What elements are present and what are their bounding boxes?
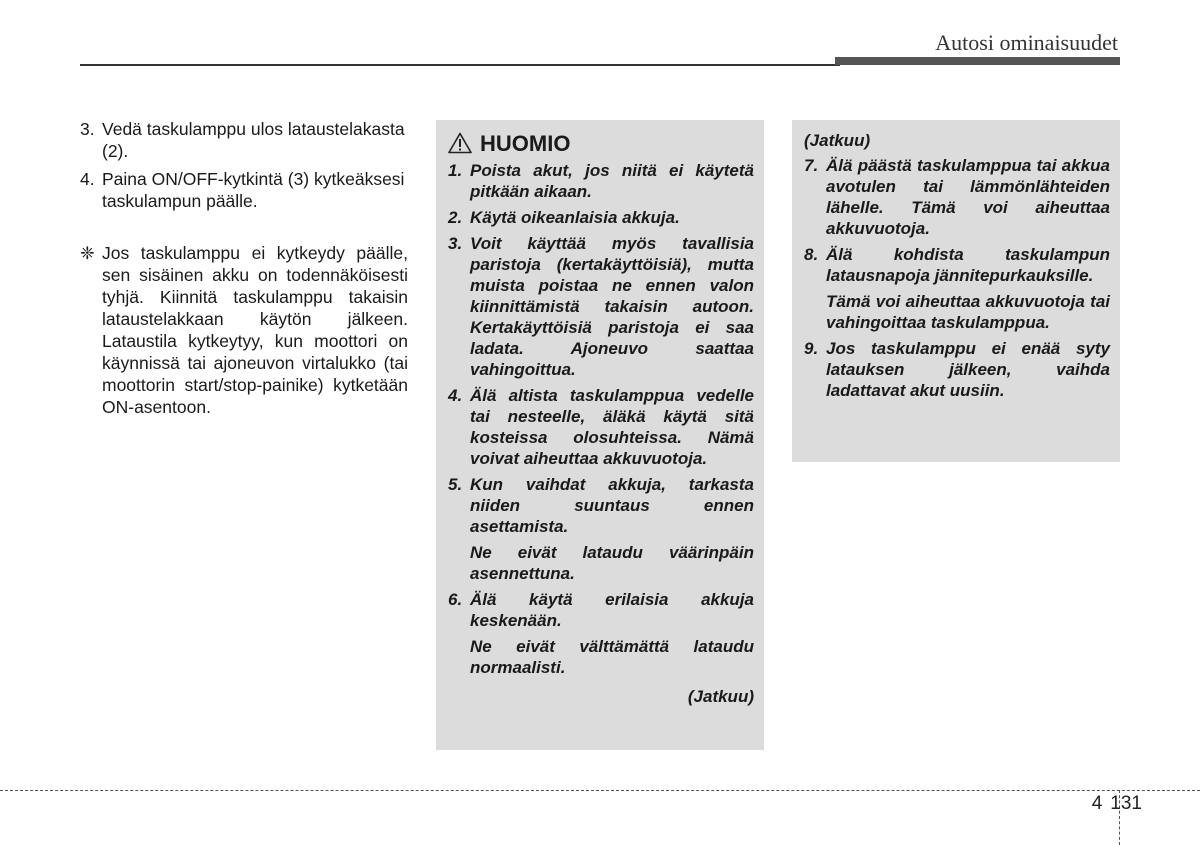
item-number: 4. <box>448 386 463 405</box>
caution-item-1 <box>448 160 754 202</box>
caution-item-5 <box>448 474 754 537</box>
item-text: Poista akut, jos niitä ei käytetä pitkään aikaan. <box>470 161 754 201</box>
step-text: Paina ON/OFF-kytkintä (3) kytkeäksesi taskulampun päälle. <box>102 169 405 211</box>
item-number: 7. <box>804 156 819 175</box>
left-column <box>80 118 408 418</box>
item-subnote: Ne eivät lataudu väärinpäin asennettuna. <box>470 543 754 583</box>
step-number: 4. <box>80 169 95 189</box>
item-subnote: Tämä voi aiheuttaa akkuvuotoja tai vahingoittaa taskulamppua. <box>826 292 1110 332</box>
header-title: Autosi ominaisuudet <box>935 30 1118 55</box>
caution-item-6 <box>448 589 754 631</box>
continued-label: (Jatkuu) <box>687 687 754 706</box>
item-text: Voit käyttää myös tavallisia paristoja (kertakäyttöisiä), mutta muista poistaa ne ennen valon kiinnittämistä takaisin autoon. Kertakäyttöisiä paristoja ei saa ladata. Ajoneuvo saattaa vahingoittua. <box>470 234 754 379</box>
chapter-number: 4 <box>1091 793 1103 814</box>
step-4 <box>80 168 408 212</box>
item-number: 2. <box>448 208 463 227</box>
item-text: Käytä oikeanlaisia akkuja. <box>470 208 680 227</box>
caution-title: HUOMIO <box>480 130 571 156</box>
footer-rule <box>0 790 1200 791</box>
caution-item-9 <box>804 338 1110 401</box>
item-text: Jos taskulamppu ei enää syty latauksen jälkeen, vaihda ladattavat akut uusiin. <box>826 339 1110 400</box>
item-number: 3. <box>448 234 463 253</box>
note-text: Jos taskulamppu ei kytkeydy päälle, sen sisäinen akku on todennäköisesti tyhjä. Kiinnitä taskulamppu takaisin lataustelakkaan käytön jälkeen. Lataustila kytkeytyy, kun moottori on käynnissä tai ajoneuvon virtalukko (tai moottorin start/stop-painike) kytketään ON-asentoon. <box>102 243 408 417</box>
item-text: Älä käytä erilaisia akkuja keskenään. <box>470 590 754 630</box>
warning-triangle-icon <box>448 132 472 154</box>
caution-item-3 <box>448 233 754 380</box>
item-text: Älä päästä taskulamppua tai akkua avotulen tai lämmönlähteiden lähelle. Tämä voi aiheuttaa akkuvuotoja. <box>826 156 1110 238</box>
item-number: 8. <box>804 245 819 264</box>
item-number: 6. <box>448 590 463 609</box>
item-text: Älä kohdista taskulampun latausnapoja jännitepurkauksille. <box>826 245 1110 285</box>
header-rule-accent <box>835 57 1120 65</box>
info-note <box>80 242 408 418</box>
caution-item-2 <box>448 207 754 228</box>
header-rule <box>80 64 840 66</box>
item-number: 9. <box>804 339 819 358</box>
continued-label: (Jatkuu) <box>804 131 871 150</box>
step-text: Vedä taskulamppu ulos lataustelakasta (2). <box>102 119 405 161</box>
caution-item-7 <box>804 155 1110 239</box>
step-3 <box>80 118 408 162</box>
caution-item-8 <box>804 244 1110 286</box>
item-number: 5. <box>448 475 463 494</box>
step-number: 3. <box>80 119 95 139</box>
caution-box <box>436 120 764 750</box>
caution-heading <box>448 132 754 154</box>
asterisk-icon: ❈ <box>80 243 95 263</box>
caution-item-4 <box>448 385 754 469</box>
item-text: Kun vaihdat akkuja, tarkasta niiden suuntaus ennen asettamista. <box>470 475 754 536</box>
item-text: Älä altista taskulamppua vedelle tai nesteelle, äläkä käytä sitä kosteissa olosuhteissa. Nämä voivat aiheuttaa akkuvuotoja. <box>470 386 754 468</box>
item-number: 1. <box>448 161 463 180</box>
caution-box-continued <box>792 120 1120 462</box>
page-number-value: 131 <box>1110 793 1142 814</box>
item-subnote: Ne eivät välttämättä lataudu normaalisti. <box>470 637 754 677</box>
page-number <box>1092 793 1142 815</box>
